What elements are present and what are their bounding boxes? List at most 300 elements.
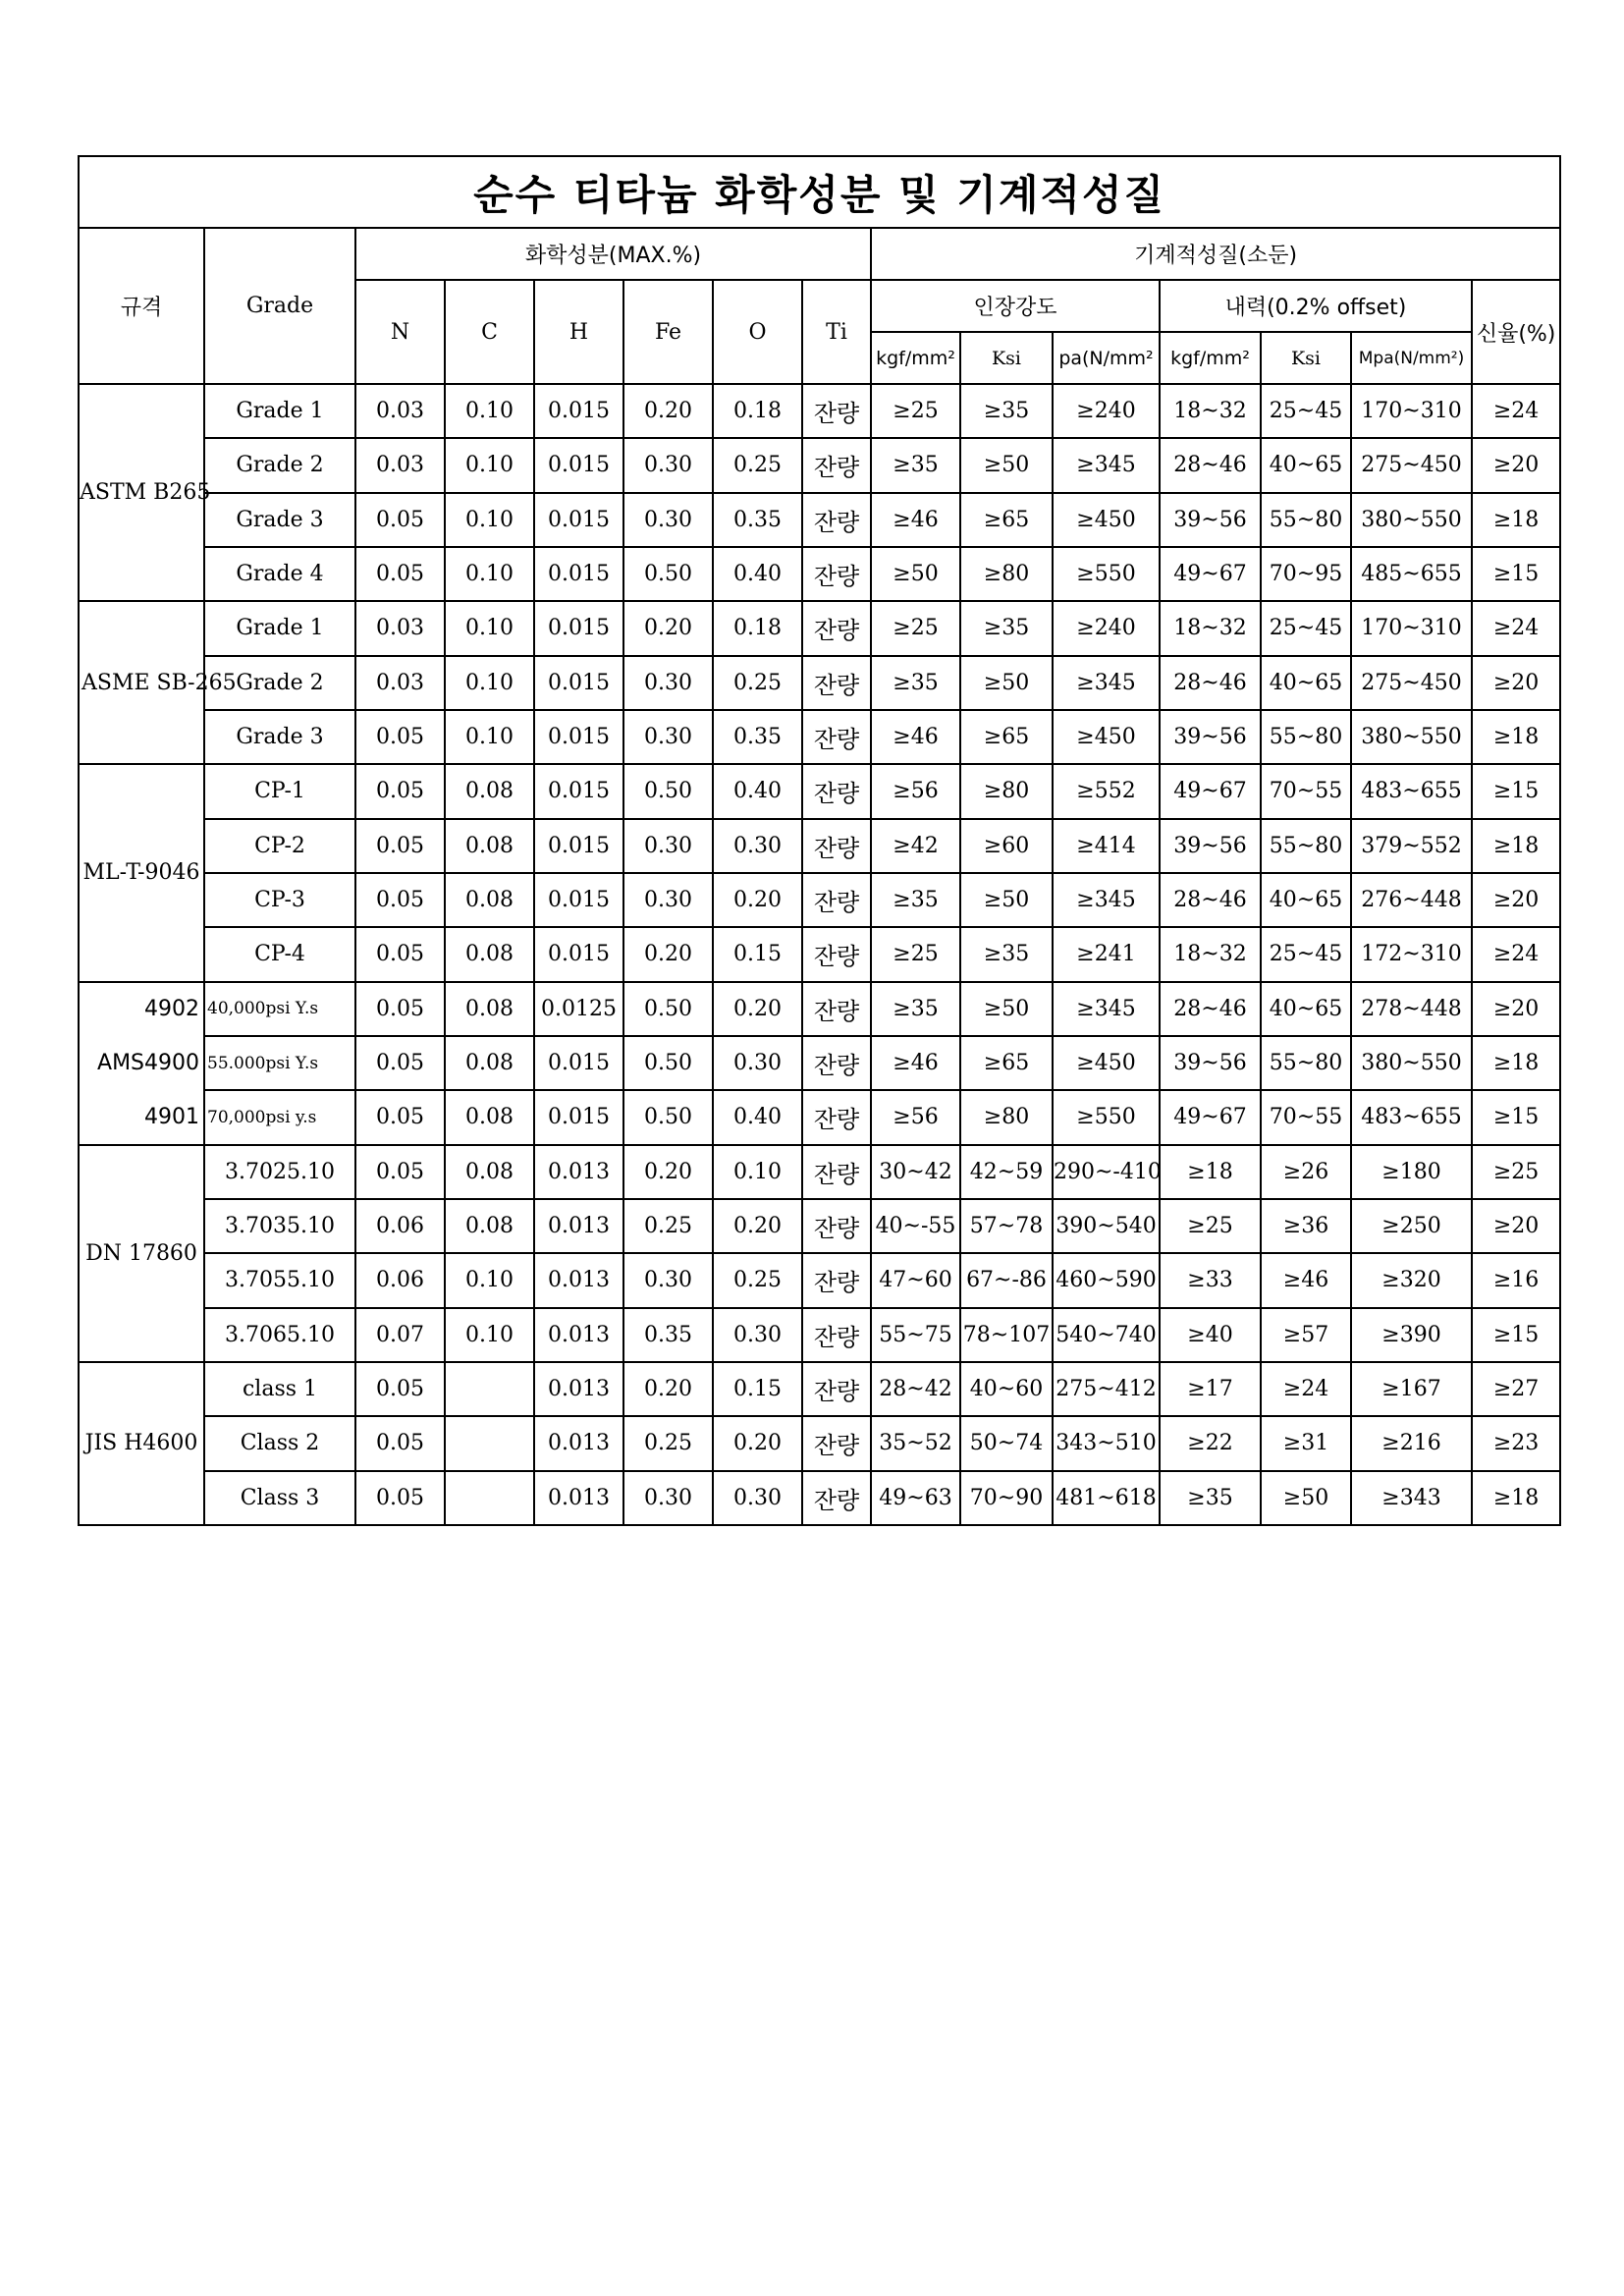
value-cell: 39~56 [1160, 819, 1261, 873]
header-chemical: 화학성분(MAX.%) [355, 228, 871, 280]
value-cell: 0.05 [355, 1090, 445, 1144]
value-cell: 0.50 [623, 982, 713, 1036]
value-cell: ≥50 [960, 438, 1053, 492]
value-cell: 55~80 [1261, 819, 1351, 873]
value-cell: ≥65 [960, 493, 1053, 547]
value-cell: ≥18 [1472, 1471, 1560, 1525]
value-cell: 483~655 [1351, 764, 1472, 818]
value-cell: 0.20 [623, 384, 713, 438]
value-cell: 290~-410 [1053, 1145, 1160, 1199]
value-cell: 0.40 [713, 1090, 802, 1144]
value-cell: 0.10 [445, 547, 534, 601]
value-cell: 0.10 [445, 710, 534, 764]
value-cell: 172~310 [1351, 927, 1472, 981]
table-row [79, 656, 1560, 710]
value-cell: 0.06 [355, 1253, 445, 1307]
value-cell: 0.015 [534, 1090, 623, 1144]
value-cell: 0.35 [623, 1308, 713, 1362]
value-cell: ≥35 [871, 656, 960, 710]
value-cell: ≥57 [1261, 1308, 1351, 1362]
table-row [79, 1471, 1560, 1525]
header-elongation: 신율(%) [1472, 280, 1560, 384]
ti-balance-cell: 잔량 [802, 927, 871, 981]
value-cell: 0.25 [623, 1199, 713, 1253]
header-mechanical: 기계적성질(소둔) [871, 228, 1560, 280]
value-cell: 380~550 [1351, 1036, 1472, 1090]
value-cell: ≥25 [871, 384, 960, 438]
standard-cell: 4901 [79, 1090, 204, 1144]
value-cell: 18~32 [1160, 927, 1261, 981]
value-cell: ≥56 [871, 764, 960, 818]
value-cell: 0.30 [713, 1036, 802, 1090]
grade-cell: Grade 3 [204, 710, 355, 764]
grade-cell: 70,000psi y.s [204, 1090, 355, 1144]
header-tensile: 인장강도 [871, 280, 1160, 332]
value-cell: 0.013 [534, 1308, 623, 1362]
value-cell: 0.013 [534, 1199, 623, 1253]
value-cell: 47~60 [871, 1253, 960, 1307]
value-cell: 0.10 [445, 656, 534, 710]
value-cell: ≥80 [960, 764, 1053, 818]
value-cell: 0.015 [534, 601, 623, 655]
value-cell: 0.015 [534, 1036, 623, 1090]
value-cell: 0.50 [623, 1036, 713, 1090]
value-cell: 0.30 [623, 819, 713, 873]
table-row [79, 1362, 1560, 1416]
value-cell: ≥250 [1351, 1199, 1472, 1253]
value-cell: ≥320 [1351, 1253, 1472, 1307]
value-cell: ≥345 [1053, 438, 1160, 492]
value-cell: ≥24 [1472, 384, 1560, 438]
value-cell: 39~56 [1160, 493, 1261, 547]
value-cell: 170~310 [1351, 384, 1472, 438]
value-cell: ≥65 [960, 1036, 1053, 1090]
value-cell: ≥26 [1261, 1145, 1351, 1199]
value-cell: 0.013 [534, 1362, 623, 1416]
table-row [79, 384, 1560, 438]
value-cell: 0.015 [534, 764, 623, 818]
ti-balance-cell: 잔량 [802, 1253, 871, 1307]
grade-cell: 3.7035.10 [204, 1199, 355, 1253]
ti-balance-cell: 잔량 [802, 982, 871, 1036]
value-cell: 0.20 [713, 873, 802, 927]
header-yield: 내력(0.2% offset) [1160, 280, 1472, 332]
value-cell: 0.013 [534, 1471, 623, 1525]
value-cell: 0.50 [623, 1090, 713, 1144]
value-cell: 0.015 [534, 656, 623, 710]
table-row [79, 1253, 1560, 1307]
value-cell: 25~45 [1261, 384, 1351, 438]
value-cell: 0.20 [623, 1145, 713, 1199]
value-cell: 0.08 [445, 873, 534, 927]
value-cell: 0.05 [355, 710, 445, 764]
ti-balance-cell: 잔량 [802, 1090, 871, 1144]
value-cell: 0.20 [713, 1199, 802, 1253]
value-cell: 0.20 [623, 601, 713, 655]
grade-cell: Grade 1 [204, 384, 355, 438]
grade-cell: Grade 2 [204, 656, 355, 710]
grade-cell: Grade 3 [204, 493, 355, 547]
value-cell: ≥25 [1472, 1145, 1560, 1199]
value-cell: 0.15 [713, 927, 802, 981]
value-cell: ≥20 [1472, 1199, 1560, 1253]
ti-balance-cell: 잔량 [802, 1308, 871, 1362]
value-cell: ≥50 [960, 656, 1053, 710]
value-cell: 49~67 [1160, 1090, 1261, 1144]
value-cell: 28~46 [1160, 438, 1261, 492]
value-cell: ≥390 [1351, 1308, 1472, 1362]
value-cell: 0.015 [534, 438, 623, 492]
value-cell: 390~540 [1053, 1199, 1160, 1253]
value-cell: 0.50 [623, 547, 713, 601]
ti-balance-cell: 잔량 [802, 819, 871, 873]
value-cell: 0.25 [713, 656, 802, 710]
value-cell: ≥35 [871, 438, 960, 492]
value-cell: 0.30 [623, 873, 713, 927]
value-cell: ≥24 [1261, 1362, 1351, 1416]
value-cell: 0.08 [445, 819, 534, 873]
value-cell: 0.20 [623, 927, 713, 981]
grade-cell: Class 3 [204, 1471, 355, 1525]
value-cell: 0.30 [623, 1253, 713, 1307]
value-cell: 0.18 [713, 601, 802, 655]
grade-cell: CP-1 [204, 764, 355, 818]
value-cell: ≥80 [960, 1090, 1053, 1144]
value-cell: 278~448 [1351, 982, 1472, 1036]
value-cell: 55~80 [1261, 1036, 1351, 1090]
value-cell: 40~60 [960, 1362, 1053, 1416]
value-cell: 0.05 [355, 1416, 445, 1470]
ti-balance-cell: 잔량 [802, 1416, 871, 1470]
value-cell: 0.05 [355, 982, 445, 1036]
value-cell: 276~448 [1351, 873, 1472, 927]
value-cell: ≥180 [1351, 1145, 1472, 1199]
value-cell: 0.15 [713, 1362, 802, 1416]
titanium-spec-table [78, 155, 1561, 1526]
header-unit-pa: pa(N/mm² [1053, 332, 1160, 384]
ti-balance-cell: 잔량 [802, 1199, 871, 1253]
value-cell: ≥80 [960, 547, 1053, 601]
table-row [79, 438, 1560, 492]
value-cell: 0.30 [623, 710, 713, 764]
value-cell: ≥241 [1053, 927, 1160, 981]
value-cell: 40~-55 [871, 1199, 960, 1253]
value-cell: ≥15 [1472, 1090, 1560, 1144]
table-row [79, 601, 1560, 655]
value-cell: 30~42 [871, 1145, 960, 1199]
value-cell: 70~55 [1261, 764, 1351, 818]
value-cell: ≥36 [1261, 1199, 1351, 1253]
value-cell: 275~450 [1351, 438, 1472, 492]
value-cell: 0.05 [355, 493, 445, 547]
table-row [79, 764, 1560, 818]
value-cell: ≥345 [1053, 982, 1160, 1036]
value-cell: 0.30 [713, 819, 802, 873]
value-cell: ≥15 [1472, 1308, 1560, 1362]
value-cell: 0.03 [355, 601, 445, 655]
value-cell [445, 1471, 534, 1525]
ti-balance-cell: 잔량 [802, 1362, 871, 1416]
value-cell: 0.015 [534, 493, 623, 547]
value-cell: ≥46 [871, 493, 960, 547]
table-row [79, 873, 1560, 927]
value-cell: 0.20 [623, 1362, 713, 1416]
header-grade: Grade [204, 228, 355, 384]
ti-balance-cell: 잔량 [802, 493, 871, 547]
value-cell: ≥56 [871, 1090, 960, 1144]
value-cell: 0.03 [355, 384, 445, 438]
value-cell: 0.013 [534, 1416, 623, 1470]
value-cell: 380~550 [1351, 710, 1472, 764]
table-row [79, 927, 1560, 981]
ti-balance-cell: 잔량 [802, 873, 871, 927]
value-cell: 0.07 [355, 1308, 445, 1362]
header-element-o: O [713, 280, 802, 384]
header-unit-ksi: Ksi [960, 332, 1053, 384]
value-cell: ≥50 [960, 982, 1053, 1036]
ti-balance-cell: 잔량 [802, 656, 871, 710]
value-cell: 379~552 [1351, 819, 1472, 873]
value-cell: 0.25 [713, 1253, 802, 1307]
value-cell: 49~63 [871, 1471, 960, 1525]
value-cell: 380~550 [1351, 493, 1472, 547]
ti-balance-cell: 잔량 [802, 438, 871, 492]
value-cell: ≥65 [960, 710, 1053, 764]
value-cell: ≥35 [960, 384, 1053, 438]
value-cell: ≥35 [1160, 1471, 1261, 1525]
value-cell: ≥345 [1053, 873, 1160, 927]
value-cell: ≥20 [1472, 873, 1560, 927]
value-cell: 28~46 [1160, 982, 1261, 1036]
value-cell: 0.05 [355, 819, 445, 873]
value-cell: 0.015 [534, 384, 623, 438]
value-cell: ≥24 [1472, 601, 1560, 655]
standard-cell: AMS4900 [79, 1036, 204, 1090]
grade-cell: 3.7065.10 [204, 1308, 355, 1362]
value-cell [445, 1416, 534, 1470]
value-cell: ≥550 [1053, 547, 1160, 601]
value-cell: ≥25 [871, 601, 960, 655]
value-cell: 481~618 [1053, 1471, 1160, 1525]
value-cell: 275~412 [1053, 1362, 1160, 1416]
value-cell: ≥42 [871, 819, 960, 873]
value-cell: 0.05 [355, 1036, 445, 1090]
header-element-h: H [534, 280, 623, 384]
value-cell: 28~46 [1160, 656, 1261, 710]
value-cell: ≥345 [1053, 656, 1160, 710]
value-cell: 0.10 [445, 384, 534, 438]
value-cell [445, 1362, 534, 1416]
grade-cell: Grade 4 [204, 547, 355, 601]
value-cell: 0.05 [355, 927, 445, 981]
value-cell: 0.10 [445, 493, 534, 547]
ti-balance-cell: 잔량 [802, 547, 871, 601]
value-cell: 25~45 [1261, 927, 1351, 981]
value-cell: 39~56 [1160, 1036, 1261, 1090]
value-cell: 0.06 [355, 1199, 445, 1253]
value-cell: 0.08 [445, 927, 534, 981]
value-cell: ≥35 [871, 873, 960, 927]
table-row [79, 493, 1560, 547]
value-cell: ≥20 [1472, 438, 1560, 492]
header-element-ti: Ti [802, 280, 871, 384]
value-cell: ≥216 [1351, 1416, 1472, 1470]
standard-cell: ASTM B265 [79, 384, 204, 601]
value-cell: 0.20 [713, 1416, 802, 1470]
value-cell: ≥343 [1351, 1471, 1472, 1525]
value-cell: 18~32 [1160, 384, 1261, 438]
value-cell: 0.25 [623, 1416, 713, 1470]
value-cell: 0.35 [713, 493, 802, 547]
value-cell: 49~67 [1160, 764, 1261, 818]
value-cell: 0.10 [445, 601, 534, 655]
value-cell: ≥240 [1053, 384, 1160, 438]
value-cell: 0.50 [623, 764, 713, 818]
value-cell: 0.30 [623, 438, 713, 492]
value-cell: 0.30 [713, 1308, 802, 1362]
value-cell: 0.05 [355, 764, 445, 818]
value-cell: 460~590 [1053, 1253, 1160, 1307]
ti-balance-cell: 잔량 [802, 1471, 871, 1525]
value-cell: 0.08 [445, 1036, 534, 1090]
value-cell: 0.40 [713, 764, 802, 818]
value-cell: 55~80 [1261, 493, 1351, 547]
table-row [79, 710, 1560, 764]
value-cell: 0.013 [534, 1253, 623, 1307]
value-cell: ≥46 [1261, 1253, 1351, 1307]
grade-cell: CP-2 [204, 819, 355, 873]
value-cell: 0.25 [713, 438, 802, 492]
header-element-c: C [445, 280, 534, 384]
value-cell: ≥27 [1472, 1362, 1560, 1416]
value-cell: ≥46 [871, 1036, 960, 1090]
value-cell: ≥15 [1472, 547, 1560, 601]
value-cell: ≥17 [1160, 1362, 1261, 1416]
value-cell: 0.05 [355, 873, 445, 927]
value-cell: 0.08 [445, 1090, 534, 1144]
standard-cell: DN 17860 [79, 1145, 204, 1362]
value-cell: ≥35 [960, 601, 1053, 655]
value-cell: ≥50 [1261, 1471, 1351, 1525]
table-body [79, 384, 1560, 1525]
value-cell: 40~65 [1261, 656, 1351, 710]
value-cell: ≥31 [1261, 1416, 1351, 1470]
value-cell: 0.015 [534, 927, 623, 981]
value-cell: 540~740 [1053, 1308, 1160, 1362]
value-cell: 0.015 [534, 873, 623, 927]
grade-cell: Grade 2 [204, 438, 355, 492]
header-element-n: N [355, 280, 445, 384]
header-unit-kgf: kgf/mm² [1160, 332, 1261, 384]
value-cell: 0.30 [623, 656, 713, 710]
standard-cell: ML-T-9046 [79, 764, 204, 981]
value-cell: 40~65 [1261, 982, 1351, 1036]
table-row [79, 1036, 1560, 1090]
ti-balance-cell: 잔량 [802, 710, 871, 764]
value-cell: 275~450 [1351, 656, 1472, 710]
value-cell: ≥24 [1472, 927, 1560, 981]
value-cell: ≥450 [1053, 710, 1160, 764]
header-unit-mpa: Mpa(N/mm²) [1351, 332, 1472, 384]
value-cell: 0.10 [713, 1145, 802, 1199]
value-cell: 0.08 [445, 1199, 534, 1253]
value-cell: ≥46 [871, 710, 960, 764]
grade-cell: 40,000psi Y.s [204, 982, 355, 1036]
ti-balance-cell: 잔량 [802, 1036, 871, 1090]
grade-cell: Class 2 [204, 1416, 355, 1470]
value-cell: 49~67 [1160, 547, 1261, 601]
value-cell: ≥50 [871, 547, 960, 601]
value-cell: 0.03 [355, 656, 445, 710]
value-cell: ≥450 [1053, 1036, 1160, 1090]
table-row [79, 1145, 1560, 1199]
value-cell: 50~74 [960, 1416, 1053, 1470]
value-cell: ≥18 [1160, 1145, 1261, 1199]
value-cell: 0.05 [355, 1145, 445, 1199]
value-cell: 28~42 [871, 1362, 960, 1416]
standard-cell: ASME SB-265 [79, 601, 204, 764]
header-unit-kgf: kgf/mm² [871, 332, 960, 384]
value-cell: 67~-86 [960, 1253, 1053, 1307]
value-cell: 0.013 [534, 1145, 623, 1199]
value-cell: 57~78 [960, 1199, 1053, 1253]
value-cell: ≥18 [1472, 819, 1560, 873]
value-cell: 40~65 [1261, 438, 1351, 492]
table-row [79, 1199, 1560, 1253]
value-cell: 25~45 [1261, 601, 1351, 655]
standard-cell: JIS H4600 [79, 1362, 204, 1525]
value-cell: 0.08 [445, 764, 534, 818]
value-cell: 0.30 [623, 1471, 713, 1525]
value-cell: 40~65 [1261, 873, 1351, 927]
value-cell: ≥20 [1472, 982, 1560, 1036]
value-cell: 18~32 [1160, 601, 1261, 655]
grade-cell: CP-3 [204, 873, 355, 927]
value-cell: 0.10 [445, 438, 534, 492]
value-cell: ≥18 [1472, 1036, 1560, 1090]
value-cell: 0.18 [713, 384, 802, 438]
value-cell: 0.08 [445, 1145, 534, 1199]
header-unit-ksi: Ksi [1261, 332, 1351, 384]
value-cell: ≥167 [1351, 1362, 1472, 1416]
table-row [79, 1090, 1560, 1144]
value-cell: 78~107 [960, 1308, 1053, 1362]
ti-balance-cell: 잔량 [802, 764, 871, 818]
grade-cell: class 1 [204, 1362, 355, 1416]
standard-cell: 4902 [79, 982, 204, 1036]
value-cell: ≥40 [1160, 1308, 1261, 1362]
value-cell: 0.10 [445, 1308, 534, 1362]
header-element-fe: Fe [623, 280, 713, 384]
value-cell: 55~80 [1261, 710, 1351, 764]
value-cell: ≥60 [960, 819, 1053, 873]
value-cell: 0.20 [713, 982, 802, 1036]
value-cell: ≥16 [1472, 1253, 1560, 1307]
value-cell: ≥550 [1053, 1090, 1160, 1144]
table-row [79, 982, 1560, 1036]
value-cell: ≥33 [1160, 1253, 1261, 1307]
value-cell: 42~59 [960, 1145, 1053, 1199]
value-cell: ≥23 [1472, 1416, 1560, 1470]
value-cell: ≥240 [1053, 601, 1160, 655]
value-cell: 483~655 [1351, 1090, 1472, 1144]
value-cell: 0.08 [445, 982, 534, 1036]
ti-balance-cell: 잔량 [802, 384, 871, 438]
grade-cell: 3.7055.10 [204, 1253, 355, 1307]
value-cell: ≥25 [871, 927, 960, 981]
value-cell: 0.30 [713, 1471, 802, 1525]
table-row [79, 1308, 1560, 1362]
